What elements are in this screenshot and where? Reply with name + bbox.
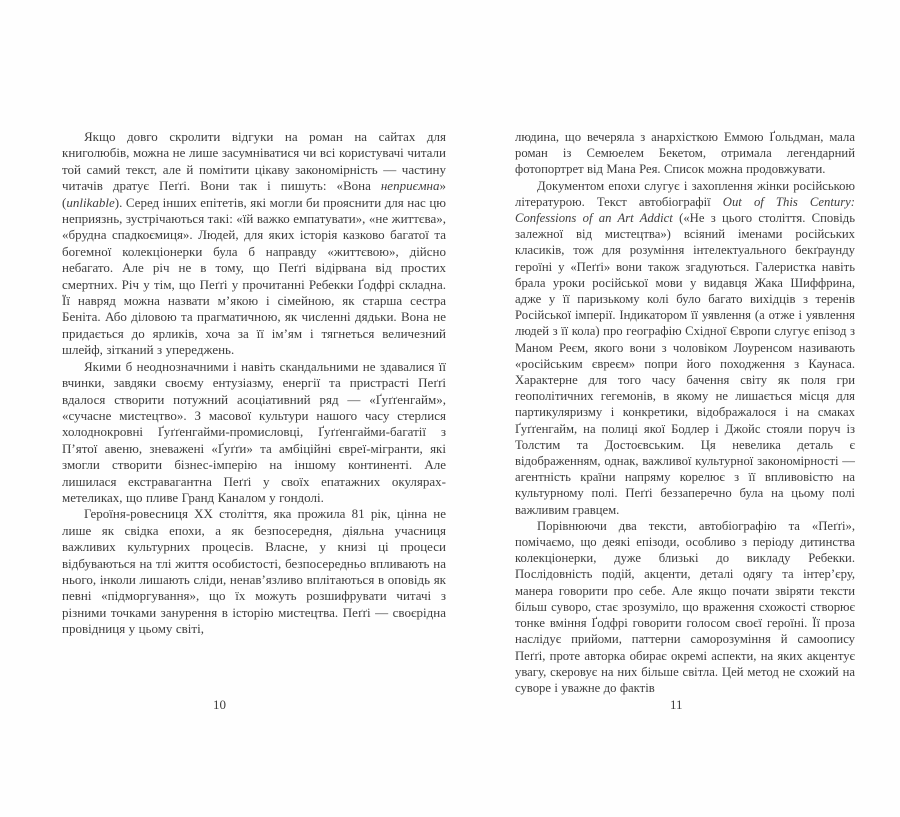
italic-text-run: неприємна: [380, 178, 440, 194]
paragraph: [62, 359, 446, 507]
text-run: Якщо довго скролити відгуки на роман на сайтах для книголюбів, можна не лише засумніватися чи всі користувачі читали той самий текст, але й помітити цікаву закономірність — частину читачів дратує Пеґґі. Вони так і пишуть: «Вона: [62, 129, 446, 194]
text-run: ). Серед інших епітетів, які могли би прояснити для нас цю неприязнь, зустрічаються такі: «їй важко емпатувати», «не життєва», «брудна спадкоємиця». Людей, для яких історія казково багатої та богемної колекціонерки була б направду «життєвою», дійсно небагато. Але річ не в тому, що Пеґґі відірвана від простих смертних. Річ у тім, що Пеґґі у прочитанні Ребекки Ґодфрі складна. Її навряд можна назвати м’якою і сімейною, як старша сестра Беніта. Або діловою та прагматичною, як численні дядьки. Вона не придається до ярликів, хоча за її ім’ям і тягнеться величезний шлейф, зітканий з упереджень.: [62, 194, 446, 358]
paragraph: [515, 518, 855, 696]
page-right: [515, 0, 855, 817]
paragraph: [62, 129, 446, 359]
text-run: людина, що вечеряла з анархісткою Еммою Ґольдман, мала роман із Семюелем Бекетом, отримала легендарний фотопортрет від Мана Рея. Список можна продовжувати.: [515, 130, 855, 177]
page-left: [62, 0, 446, 817]
italic-text-run: unlikable: [66, 194, 115, 210]
italic-text-run: Out of This Century: Confessions of an Art Addict: [515, 194, 855, 226]
paragraph: [515, 129, 855, 178]
paragraph: [515, 178, 855, 518]
text-run: Документом епохи слугує і захоплення жінки російською літературою. Текст автобіографії: [515, 178, 855, 209]
page-right-text: [515, 129, 855, 696]
paragraph: [62, 506, 446, 637]
text-run: » (: [62, 178, 446, 210]
page-left-text: [62, 129, 446, 638]
text-run: Героїня-ровесниця XX століття, яка прожила 81 рік, цінна не лише як свідка епохи, а як безпосередня, діяльна учасниця важливих культурних процесів. Власне, у книзі ці процеси відбуваються на тлі життя особистості, безпосередньо впливають на нього, інколи лишають сліди, ненав’язливо вплітаються в оповідь як певні «підморгування», що їх можуть розшифрувати читачі з різними точками занурення в історію мистецтва. Пеґґі — своєрідна провідниця у цьому світі,: [62, 506, 446, 637]
text-run: Порівнюючи два тексти, автобіографію та «Пеґґі», помічаємо, що деякі епізоди, особливо з періоду дитинства колекціонерки, дуже близькі до викладу Ребекки. Послідовність подій, акценти, деталі одягу та інтер’єру, манера говорити про себе. Але якщо почати звіряти тексти більш суворо, стає зрозуміло, що враження схожості створює тонке вміння Ґодфрі говорити голосом своєї героїні. Її проза наслідує прийоми, паттерни саморозуміння й самоопису Пеґґі, проте авторка обирає окремі аспекти, на яких акцентує увагу, скеровує на них більше світла. Цей метод не схожий на суворе і уважне до фактів: [515, 518, 855, 695]
page-number-left: 10: [213, 697, 226, 712]
page-number-right: 11: [670, 697, 683, 712]
text-run: Якими б неоднозначними і навіть скандальними не здавалися її вчинки, завдяки своєму ентузіазму, енергії та пристрасті Пеґґі вдалося створити потужний асоціативний ряд — «Ґуґґенгайм», «сучасне мистецтво». З масової культури нашого часу стерлися холоднокровні Ґуґґенгайми-промисловці, Ґуґґенгайми-багатії з П’ятої авеню, зневажені «Ґуґґи» та амбіційні євреї-мігранти, які змогли створити бізнес-імперію на іншому континенті. Але лишилася екстравагантна Пеґґі у своїх епатажних окулярах-метеликах, що пливе Гранд Каналом у гондолі.: [62, 358, 446, 505]
text-run: («Не з цього століття. Сповідь залежної від мистецтва») всіяний іменами російських класиків, тож для розуміння інтелектуального бекґраунду героїні у «Пеґґі» вони також згадуються. Галеристка навіть брала уроки російської мови у видавця Жака Шиффрина, адже у її паризькому колі було багато вихідців з теренів Російської імперії. Індикатором її уявлення (а отже і уявлення людей з її кола) про географію Східної Європи слугує епізод з Маном Реєм, якого вони з чоловіком Лоуренсом називають «російським євреєм» попри його походження з Каунаса. Характерне для того часу бачення світу як поля гри геополітичних гегемонів, в якому не лишається місця для партикуляризму і конкретики, відображалося і на смаках Ґуґґенгайм, на полиці якої Бодлер і Джойс стояли поруч із Толстим та Достоєвським. Ця невелика деталь є відображенням, однак, важливої культурної закономірності — агентність країни напряму корелює з її впливовістю на культурному полі. Пеґґі беззаперечно була на цьому полі важливим гравцем.: [515, 211, 855, 517]
